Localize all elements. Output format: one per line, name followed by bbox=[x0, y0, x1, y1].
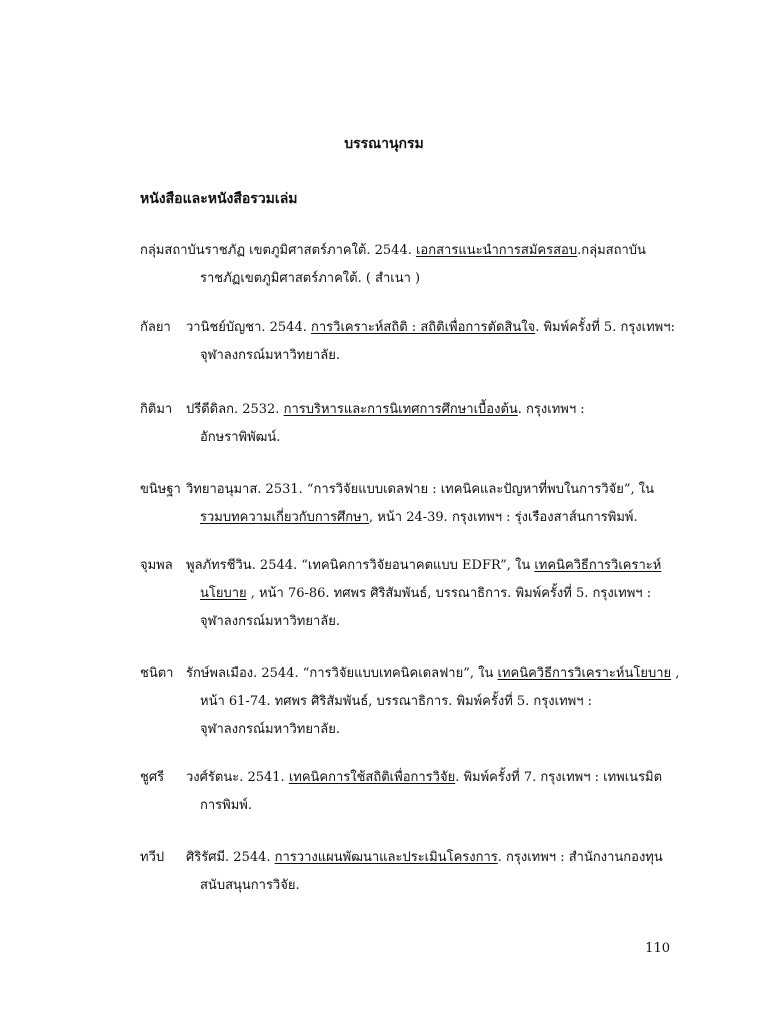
entry-text: ราชภัฏเขตภูมิศาสตร์ภาคใต้. ( สำเนา ) bbox=[200, 271, 421, 286]
entry-line bbox=[140, 396, 680, 424]
entry-text: , หน้า 76-86. ทศพร ศิริสัมพันธ์, บรรณาธิการ. พิมพ์ครั้งที่ 5. กรุงเทพฯ : bbox=[246, 586, 652, 601]
entry-line bbox=[140, 476, 680, 504]
entry-line bbox=[140, 764, 680, 792]
entry-line bbox=[140, 872, 680, 900]
entry-text: ศิริรัศมี. 2544. bbox=[186, 850, 275, 865]
entry-text: รักษ์พลเมือง. 2544. “การวิจัยแบบเทคนิคเดลฟาย”, ใน bbox=[186, 666, 498, 681]
entry-text: วานิชย์บัญชา. 2544. bbox=[186, 320, 311, 335]
author-first-name: กิติมา bbox=[140, 402, 173, 417]
section-heading: หนังสือและหนังสือรวมเล่ม bbox=[140, 191, 298, 207]
entry-line bbox=[140, 314, 680, 342]
entry-title: เอกสารแนะนำการสมัครสอบ bbox=[415, 243, 578, 258]
bibliography-entry bbox=[140, 844, 680, 900]
bibliography-entry bbox=[140, 764, 680, 820]
entry-text: หน้า 61-74. ทศพร ศิริสัมพันธ์, บรรณาธิการ. พิมพ์ครั้งที่ 5. กรุงเทพฯ : bbox=[200, 694, 593, 709]
bibliography-entry bbox=[140, 476, 680, 532]
author-first-name: ขนิษฐา bbox=[140, 482, 181, 497]
bibliography-entry bbox=[140, 552, 680, 636]
page-title: บรรณานุกรม bbox=[344, 136, 424, 152]
author-first-name: ชนิตา bbox=[140, 666, 174, 681]
entry-title: เทคนิควิธีการวิเคราะห์นโยบาย bbox=[497, 666, 672, 681]
entry-line bbox=[140, 552, 680, 580]
bibliography-entry bbox=[140, 660, 680, 744]
entry-text: จุฬาลงกรณ์มหาวิทยาลัย. bbox=[200, 614, 340, 629]
entry-text: การพิมพ์. bbox=[200, 798, 252, 813]
entry-line bbox=[140, 660, 680, 688]
page-number: 110 bbox=[645, 941, 670, 956]
entry-line bbox=[140, 716, 680, 744]
bibliography-entry bbox=[140, 396, 680, 452]
entry-line bbox=[140, 424, 680, 452]
entry-line bbox=[140, 504, 680, 532]
entry-title: การบริหารและการนิเทศการศึกษาเบื้องต้น bbox=[283, 402, 518, 417]
entry-line bbox=[140, 608, 680, 636]
entry-text: , หน้า 24-39. กรุงเทพฯ : รุ่งเรืองสาส์นการพิมพ์. bbox=[369, 510, 638, 525]
author-first-name: กัลยา bbox=[140, 320, 171, 335]
entry-title: เทคนิควิธีการวิเคราะห์ bbox=[534, 558, 662, 573]
entry-line bbox=[140, 688, 680, 716]
entry-text: .กลุ่มสถาบัน bbox=[577, 243, 646, 258]
entry-title: รวมบทความเกี่ยวกับการศึกษา bbox=[200, 510, 370, 525]
entry-text: สนับสนุนการวิจัย. bbox=[200, 878, 300, 893]
entry-title: เทคนิคการใช้สถิติเพื่อการวิจัย bbox=[288, 770, 456, 785]
entry-text: จุฬาลงกรณ์มหาวิทยาลัย. bbox=[200, 348, 340, 363]
entry-text: วงศ์รัตนะ. 2541. bbox=[186, 770, 289, 785]
entry-text: . พิมพ์ครั้งที่ 7. กรุงเทพฯ : เทพเนรมิต bbox=[455, 770, 663, 785]
author-first-name: ทวีป bbox=[140, 850, 165, 865]
entry-title: การวางแผนพัฒนาและประเมินโครงการ bbox=[274, 850, 498, 865]
entry-text: พูลภัทรชีวิน. 2544. “เทคนิคการวิจัยอนาคตแบบ EDFR”, ใน bbox=[186, 558, 535, 573]
entry-title: นโยบาย bbox=[200, 586, 247, 601]
bibliography-entry bbox=[140, 314, 680, 370]
entry-line bbox=[140, 265, 680, 293]
entry-text: . พิมพ์ครั้งที่ 5. กรุงเทพฯ: bbox=[535, 320, 675, 335]
entry-text: อักษราพิพัฒน์. bbox=[200, 430, 281, 445]
entry-line bbox=[140, 580, 680, 608]
entry-line bbox=[140, 342, 680, 370]
entry-line bbox=[140, 792, 680, 820]
bibliography-entry bbox=[140, 237, 680, 293]
entry-text: จุฬาลงกรณ์มหาวิทยาลัย. bbox=[200, 722, 340, 737]
entry-line bbox=[140, 237, 680, 265]
entry-text: กลุ่มสถาบันราชภัฏ เขตภูมิศาสตร์ภาคใต้. 2544. bbox=[140, 243, 416, 258]
entry-text: . กรุงเทพฯ : bbox=[517, 402, 585, 417]
entry-line bbox=[140, 844, 680, 872]
author-first-name: จุมพล bbox=[140, 558, 173, 573]
entry-text: , bbox=[671, 666, 680, 681]
entry-title: การวิเคราะห์สถิติ : สถิติเพื่อการตัดสินใจ bbox=[311, 320, 536, 335]
entry-text: ปรีดีดิลก. 2532. bbox=[186, 402, 284, 417]
author-first-name: ชูศรี bbox=[140, 770, 165, 785]
entry-text: . กรุงเทพฯ : สำนักงานกองทุน bbox=[497, 850, 663, 865]
entry-text: วิทยาอนุมาส. 2531. “การวิจัยแบบเดลฟาย : เทคนิคและปัญหาที่พบในการวิจัย”, ใน bbox=[186, 482, 655, 497]
